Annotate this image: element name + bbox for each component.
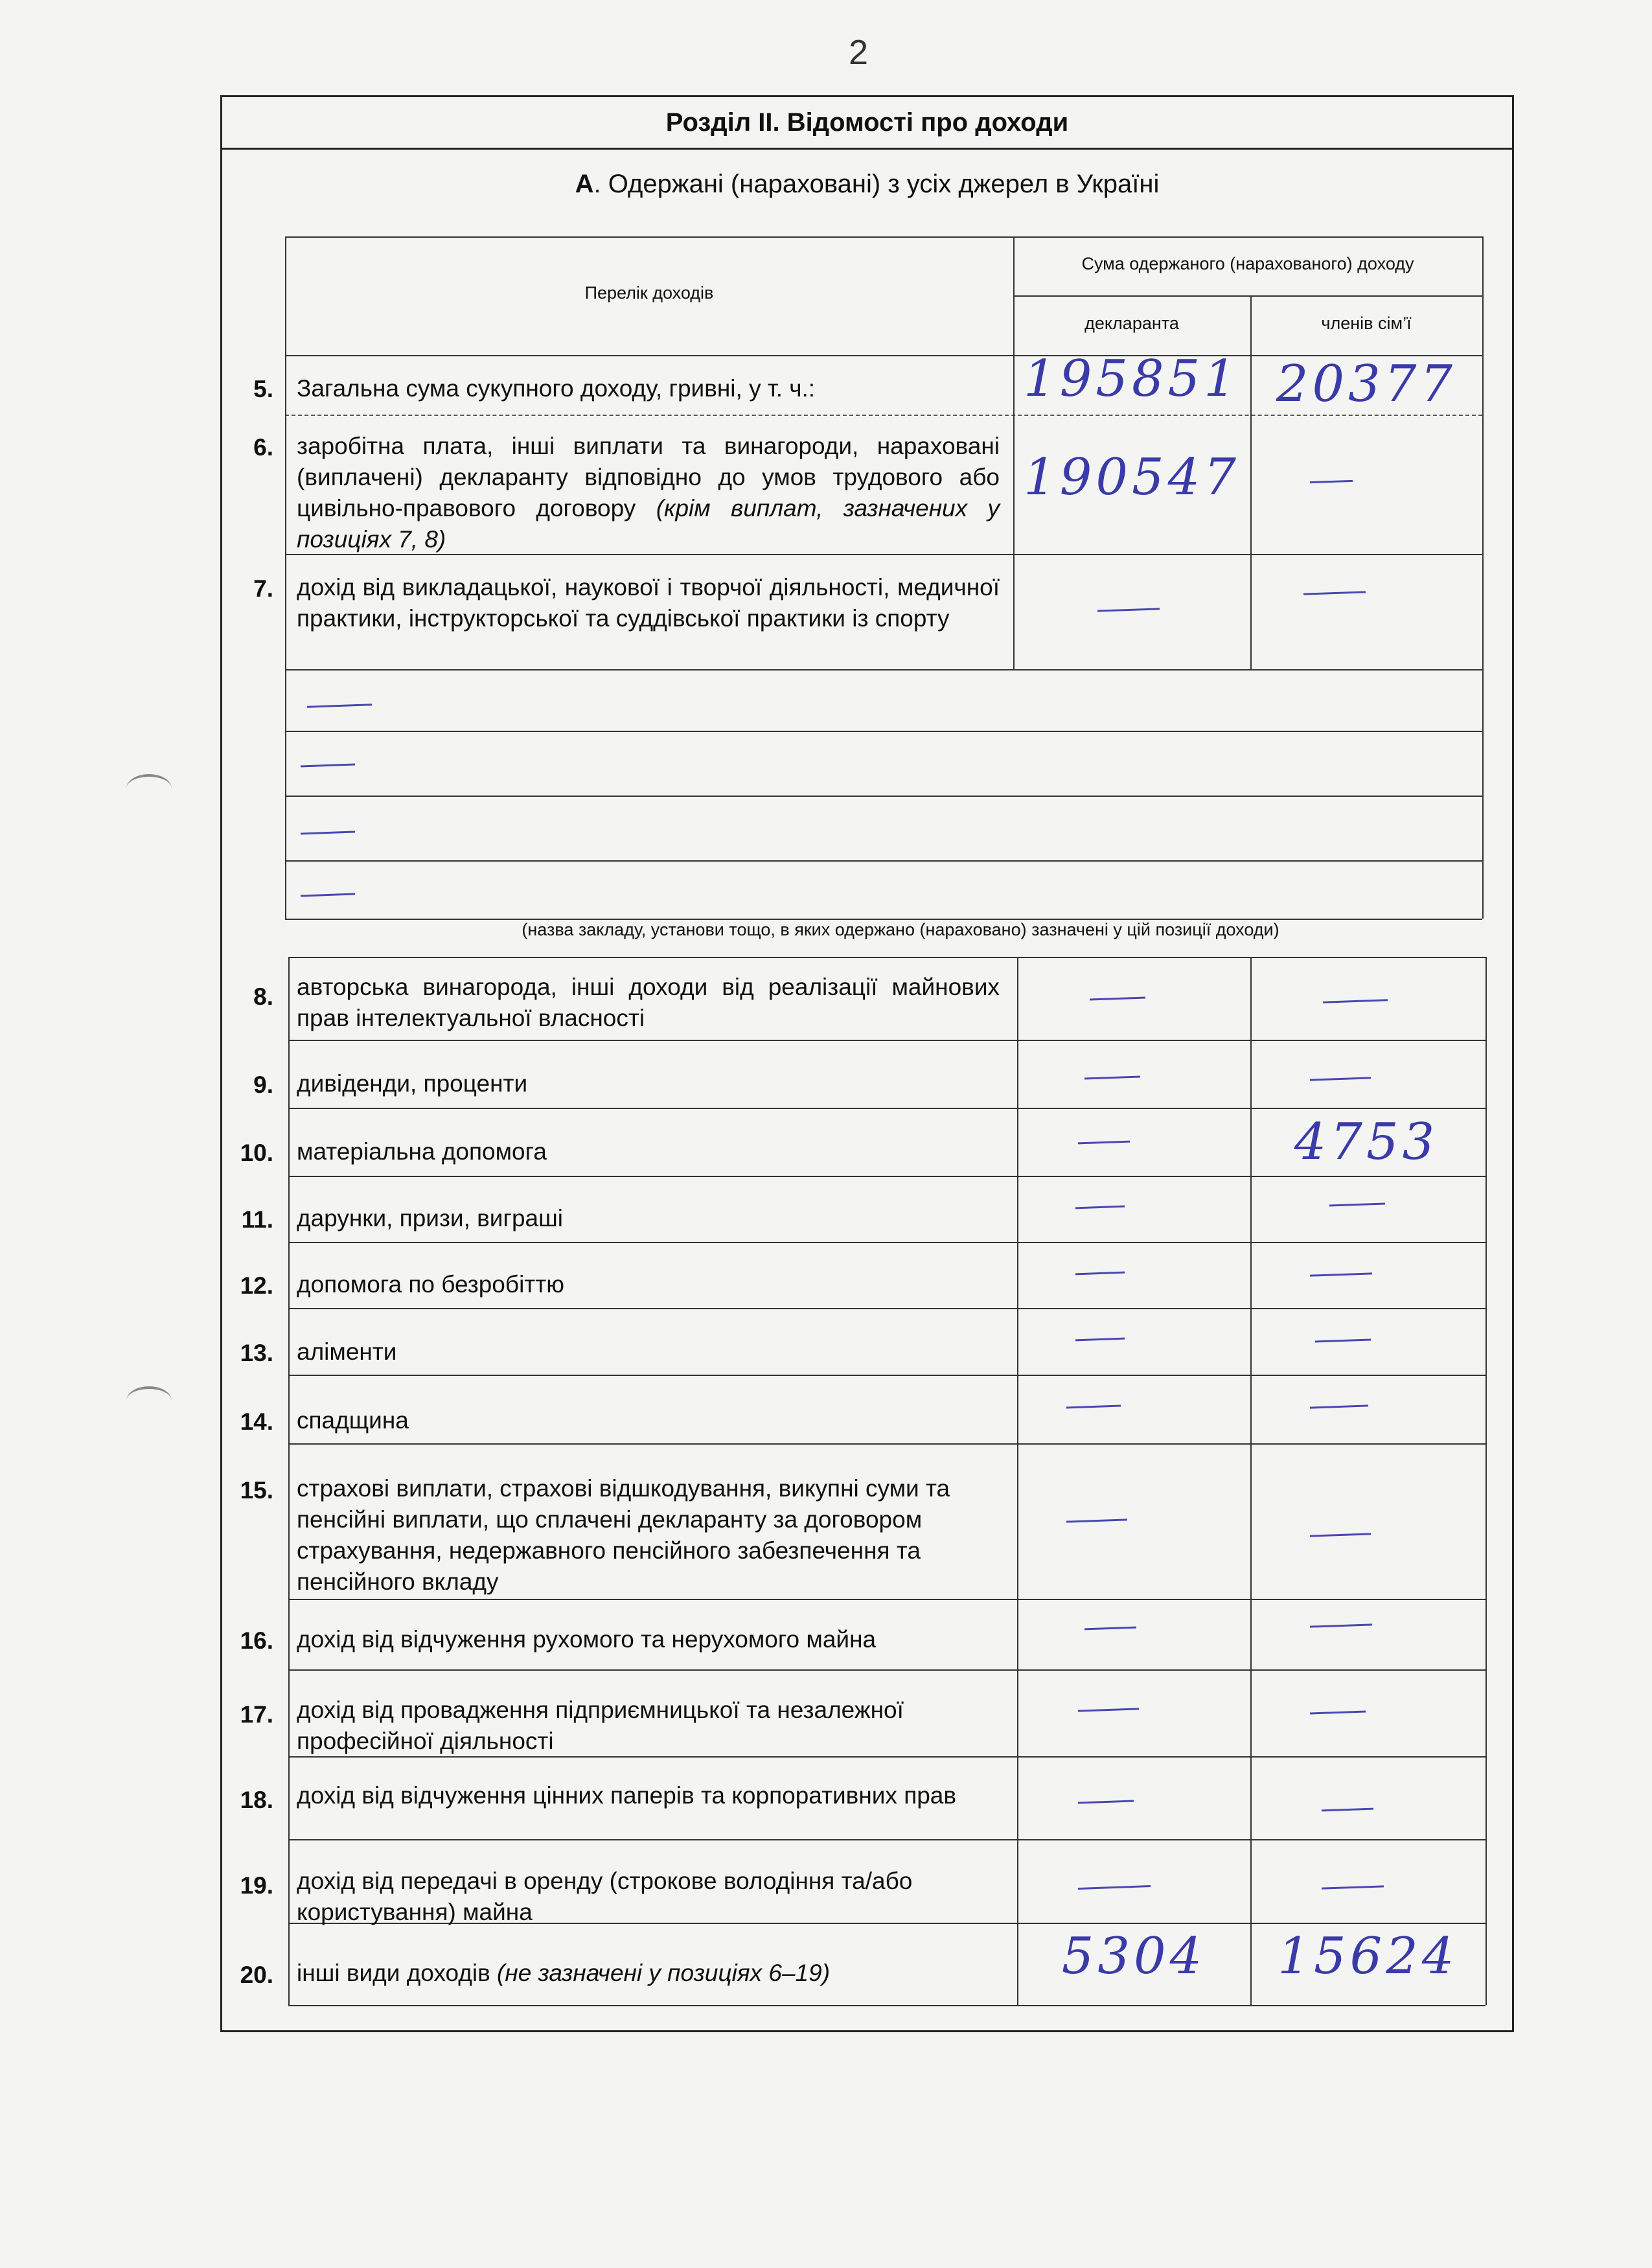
row-number: 16.	[240, 1627, 273, 1654]
grid-line	[288, 1669, 1486, 1671]
grid-line	[288, 1375, 1486, 1376]
row-number: 9.	[253, 1071, 273, 1098]
row-description: дивіденди, проценти	[297, 1070, 528, 1097]
row-description	[297, 1958, 1000, 1989]
grid-line	[285, 669, 1482, 670]
grid-line	[285, 860, 1482, 862]
subtitle	[222, 170, 1512, 199]
grid-line	[288, 1176, 1486, 1177]
grid-line	[288, 957, 1486, 958]
grid-line	[1482, 236, 1484, 919]
grid-line	[288, 1308, 1486, 1309]
handwritten-value: 4753	[1294, 1113, 1439, 1171]
row-description: авторська винагорода, інші доходи від реалізації майнових прав інтелектуальної власності	[297, 974, 1000, 1031]
grid-line	[1017, 957, 1018, 2005]
sub-note: (назва закладу, установи тощо, в яких одержано (нараховано) зазначені у цій позиції доходи)	[522, 920, 1279, 939]
grid-line	[1250, 295, 1252, 669]
row-number: 13.	[240, 1340, 273, 1366]
grid-line	[285, 731, 1482, 732]
row-number: 17.	[240, 1701, 273, 1728]
row-description-note: (крім виплат, зазначених у позиціях 7, 8)	[297, 495, 1000, 553]
row-number: 11.	[241, 1206, 273, 1233]
grid-line	[1486, 957, 1487, 2005]
row-number: 7.	[253, 575, 273, 602]
row-description: допомога по безробіттю	[297, 1271, 564, 1298]
row-description: страхові виплати, страхові відшкодування, викупні суми та пенсійні виплати, що сплачені декларанту за договором страхування, недержавного пенсійного забезпечення та пенсійного вкладу	[297, 1475, 950, 1595]
row-description: спадщина	[297, 1407, 409, 1434]
header-family: членів сім’ї	[1321, 314, 1412, 333]
row-number: 5.	[253, 376, 273, 402]
handwritten-value: 5304	[1061, 1927, 1206, 1986]
punch-hole	[126, 774, 172, 803]
subtitle-letter: А	[575, 170, 594, 198]
grid-line	[1013, 295, 1482, 297]
grid-line	[288, 1839, 1486, 1840]
row-description: дарунки, призи, виграші	[297, 1205, 564, 1231]
grid-line	[288, 1242, 1486, 1243]
grid-line	[285, 415, 1482, 416]
grid-line	[285, 236, 286, 919]
grid-line	[288, 1040, 1486, 1041]
header-declarant: декларанта	[1084, 314, 1179, 333]
row-description: матеріальна допомога	[297, 1138, 547, 1165]
row-number: 20.	[240, 1962, 273, 1988]
row-description-note: (не зазначені у позиціях 6–19)	[497, 1960, 831, 1986]
row-number: 8.	[253, 983, 273, 1010]
header-amount: Сума одержаного (нарахованого) доходу	[1081, 254, 1414, 273]
handwritten-value: 190547	[1024, 448, 1240, 507]
grid-line	[285, 796, 1482, 797]
subtitle-text: . Одержані (нараховані) з усіх джерел в Україні	[593, 170, 1160, 198]
row-description: Загальна сума сукупного доходу, гривні, у т. ч.:	[297, 375, 816, 402]
section-title: Розділ ІІ. Відомості про доходи	[222, 97, 1512, 150]
row-description-text: заробітна плата, інші виплати та винагороди, нараховані (виплачені) декларанту відповідно до умов трудового або цивільно-правового договору	[297, 433, 1000, 521]
row-description: дохід від відчуження рухомого та нерухомого майна	[297, 1626, 877, 1653]
header-list: Перелік доходів	[584, 283, 714, 303]
grid-line	[288, 2005, 1486, 2006]
grid-line	[288, 1108, 1486, 1109]
row-description: дохід від провадження підприємницької та незалежної професійної діяльності	[297, 1697, 904, 1754]
row-description-text: інші види доходів	[297, 1960, 490, 1986]
row-description: аліменти	[297, 1338, 397, 1365]
punch-hole	[126, 1386, 172, 1415]
grid-line	[288, 957, 290, 2005]
row-description	[297, 431, 1000, 555]
row-number: 14.	[240, 1408, 273, 1435]
row-number: 12.	[240, 1272, 273, 1299]
page-number: 2	[849, 33, 869, 72]
row-number: 18.	[240, 1787, 273, 1813]
row-number: 10.	[240, 1140, 273, 1166]
grid-line	[288, 1443, 1486, 1445]
row-description: дохід від відчуження цінних паперів та корпоративних прав	[297, 1782, 957, 1809]
handwritten-value: 20377	[1276, 355, 1457, 413]
row-description: дохід від передачі в оренду (строкове володіння та/або користування) майна	[297, 1868, 913, 1925]
grid-line	[285, 236, 1482, 238]
grid-line	[288, 1599, 1486, 1600]
row-number: 19.	[240, 1872, 273, 1899]
row-number: 6.	[253, 434, 273, 461]
row-number: 15.	[240, 1477, 273, 1504]
handwritten-value: 15624	[1278, 1927, 1458, 1986]
row-description: дохід від викладацької, наукової і творчої діяльності, медичної практики, інструкторської та суддівської практики із спорту	[297, 574, 1000, 632]
handwritten-value: 195851	[1024, 350, 1240, 408]
